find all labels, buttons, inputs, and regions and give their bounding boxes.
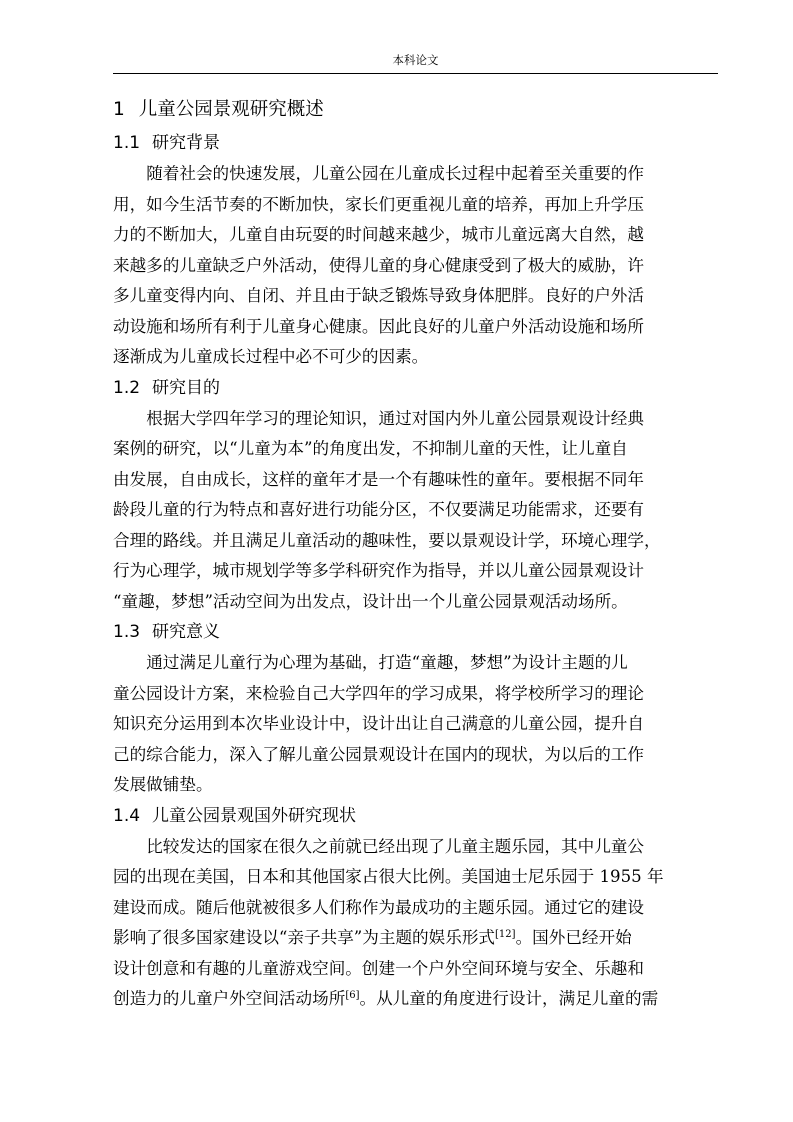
- chapter-heading: [113, 92, 718, 128]
- section-heading-1-2: [113, 373, 718, 404]
- text-line: 动设施和场所有利于儿童身心健康。因此良好的儿童户外活动设施和场所: [113, 316, 644, 336]
- section-heading-1-3: [113, 617, 718, 648]
- section-heading-1-1: [113, 128, 718, 159]
- section-title: 研究意义: [152, 622, 221, 642]
- section-title: 儿童公园景观国外研究现状: [152, 805, 357, 826]
- text-segment: 创造力的儿童户外空间活动场所: [113, 989, 346, 1008]
- text-line: 案例的研究，以“儿童为本”的角度出发，不抑制儿童的天性，让儿童自: [113, 439, 628, 458]
- text-line: [113, 984, 718, 1015]
- text-line: 由发展，自由成长，这样的童年才是一个有趣味性的童年。要根据不同年: [113, 469, 644, 489]
- text-line: 建设而成。随后他就被很多人们称作为最成功的主题乐园。通过它的建设: [113, 897, 644, 917]
- text-line: “童趣，梦想”活动空间为出发点，设计出一个儿童公园景观活动场所。: [113, 591, 628, 611]
- section-title: 研究目的: [152, 377, 221, 398]
- chapter-number: 1: [113, 99, 125, 120]
- text-segment: 影响了很多国家建设以“亲子共享”为主题的娱乐形式: [113, 928, 496, 947]
- text-line: 来越多的儿童缺乏户外活动，使得儿童的身心健康受到了极大的威胁，许: [113, 255, 644, 275]
- page-body: [113, 92, 718, 1015]
- section-number: 1.2: [113, 377, 141, 398]
- text-segment: 。国外已经开始: [515, 928, 632, 947]
- text-line: 比较发达的国家在很久之前就已经出现了儿童主题乐园，其中儿童公: [146, 836, 644, 856]
- citation-marker[interactable]: [12]: [495, 929, 516, 940]
- citation-marker[interactable]: [6]: [345, 990, 360, 1001]
- text-line: [113, 923, 718, 954]
- text-line: 园的出现在美国，日本和其他国家占很大比例。美国迪士尼乐园于 1955 年: [113, 867, 664, 886]
- header-rule: [113, 73, 718, 74]
- text-line: 多儿童变得内向、自闭、并且由于缺乏锻炼导致身体肥胖。良好的户外活: [113, 286, 644, 305]
- paragraph-foreign-research: [113, 832, 718, 1015]
- section-title: 研究背景: [152, 133, 221, 153]
- text-line: 龄段儿童的行为特点和喜好进行功能分区，不仅要满足功能需求，还要有: [113, 500, 644, 519]
- text-line: 通过满足儿童行为心理为基础，打造“童趣，梦想”为设计主题的儿: [146, 653, 628, 672]
- text-line: 根据大学四年学习的理论知识，通过对国内外儿童公园景观设计经典: [146, 408, 644, 428]
- paragraph-significance: [113, 648, 718, 801]
- section-number: 1.3: [113, 622, 141, 642]
- text-line: 己的综合能力，深入了解儿童公园景观设计在国内的现状，为以后的工作: [113, 744, 644, 764]
- section-number: 1.1: [113, 133, 141, 153]
- text-line: 童公园设计方案，来检验自己大学四年的学习成果，将学校所学习的理论: [113, 683, 644, 703]
- paragraph-purpose: [113, 404, 718, 618]
- chapter-title: 儿童公园景观研究概述: [138, 99, 324, 120]
- section-heading-1-4: [113, 801, 718, 832]
- text-line: 逐渐成为儿童成长过程中必不可少的因素。: [113, 347, 429, 366]
- text-line: 设计创意和有趣的儿童游戏空间。创建一个户外空间环境与安全、乐趣和: [113, 958, 644, 978]
- running-header: 本科论文: [392, 53, 439, 67]
- text-line: 发展做铺垫。: [113, 775, 213, 794]
- text-line: 用，如今生活节奏的不断加快，家长们更重视儿童的培养，再加上升学压: [113, 194, 644, 214]
- text-line: 合理的路线。并且满足儿童活动的趣味性，要以景观设计学，环境心理学，: [113, 530, 661, 550]
- section-number: 1.4: [113, 805, 141, 826]
- text-segment: 。从儿童: [359, 989, 426, 1008]
- paragraph-background: [113, 159, 718, 373]
- text-line: 知识充分运用到本次毕业设计中，设计出让自己满意的儿童公园，提升自: [113, 714, 644, 733]
- text-line: 力的不断加大，儿童自由玩耍的时间越来越少，城市儿童远离大自然，越: [113, 225, 644, 244]
- text-line: 随着社会的快速发展，儿童公园在儿童成长过程中起着至关重要的作: [146, 164, 644, 183]
- text-segment: 的角度进行设计，满足儿童的需: [425, 989, 659, 1008]
- text-line: 行为心理学，城市规划学等多学科研究作为指导，并以儿童公园景观设计: [113, 561, 644, 580]
